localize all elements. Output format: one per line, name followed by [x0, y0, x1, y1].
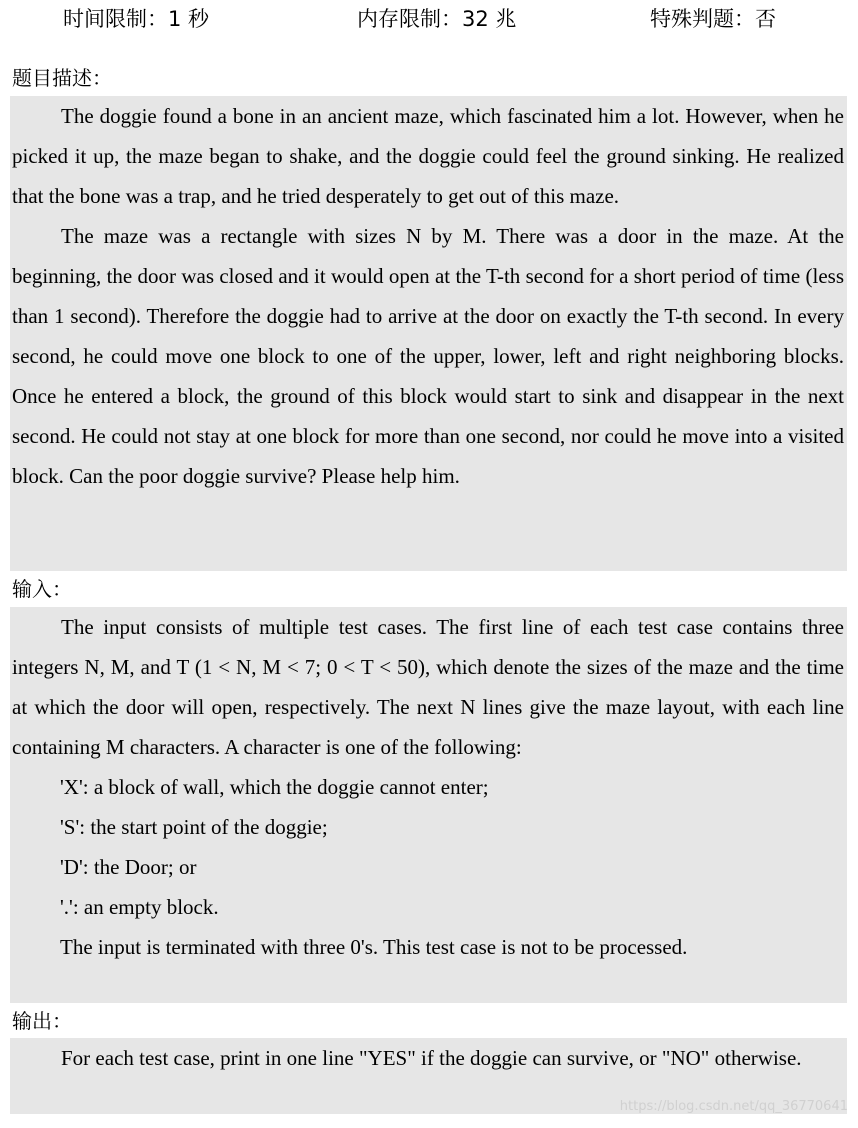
time-limit: 时间限制：1 秒 — [63, 7, 210, 31]
description-paragraph: The maze was a rectangle with sizes N by M. There was a door in the maze. At the beginning, the door was closed and it would open at the T-th second for a short period of time (less than 1 second). Therefore the doggie had to arrive at the door on exactly the T-th second. In every second, he could move one block to one of the upper, lower, left and right neighboring blocks. Once he entered a block, the ground of this block would start to sink and disappear in the next second. He could not stay at one block for more than one second, nor could he move into a visited block. Can the poor doggie survive? Please help him. — [12, 224, 844, 488]
input-title: 输入： — [12, 577, 72, 601]
description-title: 题目描述： — [12, 66, 112, 90]
watermark: https://blog.csdn.net/qq_36770641 — [619, 1099, 848, 1114]
description-paragraph: The doggie found a bone in an ancient maze, which fascinated him a lot. However, when he picked it up, the maze began to shake, and the doggie could feel the ground sinking. He realized that the bone was a trap, and he tried desperately to get out of this maze. — [12, 104, 844, 208]
input-intro: The input consists of multiple test cases. The first line of each test case contains three integers N, M, and T (1 < N, M < 7; 0 < T < 50), which denote the sizes of the maze and the time at which the door will open, respectively. The next N lines give the maze layout, with each line containing M characters. A character is one of the following: — [12, 615, 844, 759]
input-termination: The input is terminated with three 0's. This test case is not to be processed. — [60, 935, 688, 959]
output-title: 输出： — [12, 1009, 72, 1033]
input-block — [10, 607, 847, 1003]
input-item: 'X': a block of wall, which the doggie cannot enter; — [60, 775, 489, 799]
input-item: 'S': the start point of the doggie; — [60, 815, 328, 839]
memory-limit: 内存限制：32 兆 — [357, 7, 517, 31]
special-judge: 特殊判题：否 — [650, 7, 776, 31]
input-item: 'D': the Door; or — [60, 855, 197, 879]
output-text: For each test case, print in one line "YES" if the doggie can survive, or "NO" otherwise. — [61, 1046, 802, 1070]
limits-header — [0, 0, 858, 36]
description-block — [10, 96, 847, 571]
input-item: '.': an empty block. — [60, 895, 219, 919]
